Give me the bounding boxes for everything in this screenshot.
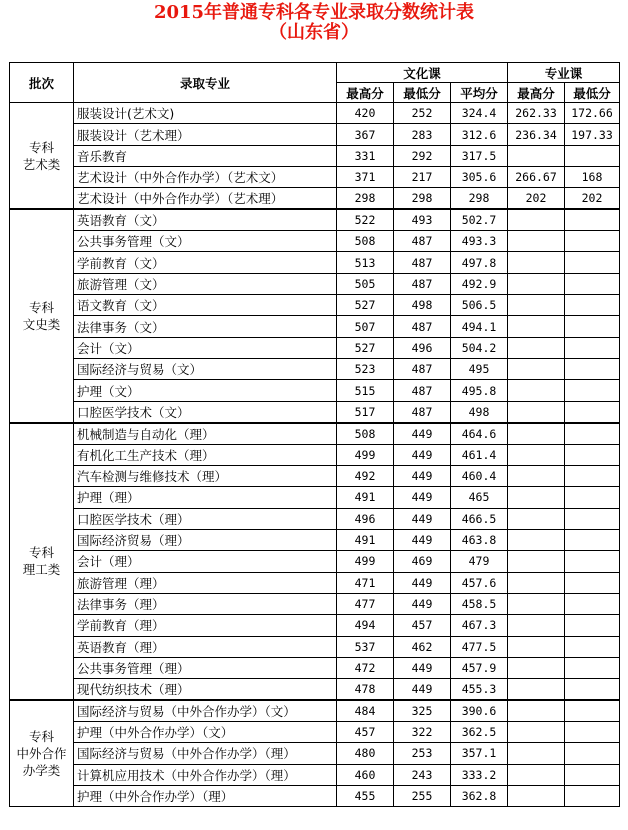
culture-max-cell: 371 (337, 167, 394, 188)
page-subtitle: （山东省） (269, 22, 359, 43)
major-cell: 汽车检测与维修技术（理） (74, 465, 337, 486)
major-cell: 现代纺织技术（理） (74, 679, 337, 700)
table-row (10, 743, 620, 764)
professional-max-cell (508, 615, 565, 636)
table-row (10, 231, 620, 252)
professional-max-cell (508, 679, 565, 700)
table-row (10, 188, 620, 209)
culture-max-cell: 331 (337, 145, 394, 166)
culture-avg-cell: 467.3 (451, 615, 508, 636)
major-cell: 国际经济与贸易（中外合作办学）（文） (74, 700, 337, 721)
score-table (9, 62, 620, 807)
culture-avg-cell: 305.6 (451, 167, 508, 188)
professional-max-cell (508, 593, 565, 614)
major-cell: 英语教育（理） (74, 636, 337, 657)
culture-max-cell: 471 (337, 572, 394, 593)
professional-min-cell (565, 444, 620, 465)
major-cell: 会计（理） (74, 551, 337, 572)
culture-avg-cell: 362.5 (451, 721, 508, 742)
table-row (10, 721, 620, 742)
table-row (10, 295, 620, 316)
table-row (10, 529, 620, 550)
professional-max-cell: 262.33 (508, 103, 565, 124)
table-row (10, 167, 620, 188)
table-row (10, 700, 620, 721)
professional-min-cell (565, 231, 620, 252)
batch-cell (10, 423, 74, 700)
culture-avg-cell: 463.8 (451, 529, 508, 550)
professional-max-cell (508, 252, 565, 273)
culture-min-cell: 253 (394, 743, 451, 764)
table-row (10, 209, 620, 230)
culture-min-cell: 487 (394, 231, 451, 252)
professional-min-cell (565, 487, 620, 508)
culture-max-cell: 523 (337, 359, 394, 380)
culture-avg-cell: 317.5 (451, 145, 508, 166)
culture-min-cell: 487 (394, 273, 451, 294)
professional-max-cell (508, 316, 565, 337)
table-row (10, 465, 620, 486)
culture-max-cell: 508 (337, 231, 394, 252)
table-row (10, 679, 620, 700)
major-cell: 国际经济贸易（理） (74, 529, 337, 550)
culture-max-cell: 484 (337, 700, 394, 721)
culture-avg-cell: 458.5 (451, 593, 508, 614)
batch-label: 专科 (28, 545, 54, 561)
culture-max-cell: 491 (337, 529, 394, 550)
header-professional: 专业课 (508, 63, 620, 83)
culture-avg-cell: 312.6 (451, 124, 508, 145)
professional-max-cell (508, 743, 565, 764)
major-cell: 口腔医学技术（理） (74, 508, 337, 529)
culture-min-cell: 449 (394, 679, 451, 700)
batch-label: 艺术类 (22, 156, 61, 172)
professional-max-cell (508, 487, 565, 508)
table-row (10, 380, 620, 401)
professional-min-cell (565, 551, 620, 572)
culture-avg-cell: 457.6 (451, 572, 508, 593)
culture-min-cell: 449 (394, 657, 451, 678)
culture-max-cell: 527 (337, 295, 394, 316)
culture-avg-cell: 455.3 (451, 679, 508, 700)
culture-max-cell: 420 (337, 103, 394, 124)
professional-min-cell: 172.66 (565, 103, 620, 124)
table-row (10, 316, 620, 337)
culture-avg-cell: 457.9 (451, 657, 508, 678)
professional-min-cell (565, 700, 620, 721)
professional-min-cell (565, 743, 620, 764)
culture-max-cell: 460 (337, 764, 394, 785)
culture-max-cell: 457 (337, 721, 394, 742)
culture-min-cell: 487 (394, 359, 451, 380)
culture-min-cell: 449 (394, 508, 451, 529)
professional-max-cell (508, 465, 565, 486)
culture-avg-cell: 498 (451, 401, 508, 422)
major-cell: 有机化工生产技术（理） (74, 444, 337, 465)
professional-min-cell (565, 252, 620, 273)
professional-min-cell (565, 786, 620, 807)
professional-min-cell (565, 273, 620, 294)
major-cell: 语文教育（文） (74, 295, 337, 316)
culture-avg-cell: 461.4 (451, 444, 508, 465)
professional-max-cell (508, 764, 565, 785)
professional-min-cell (565, 316, 620, 337)
professional-max-cell (508, 359, 565, 380)
batch-cell (10, 209, 74, 422)
header-major: 录取专业 (74, 63, 337, 103)
culture-max-cell: 455 (337, 786, 394, 807)
professional-max-cell (508, 636, 565, 657)
major-cell: 计算机应用技术（中外合作办学）（理） (74, 764, 337, 785)
professional-min-cell (565, 657, 620, 678)
table-row (10, 636, 620, 657)
culture-max-cell: 499 (337, 444, 394, 465)
major-cell: 艺术设计（中外合作办学）（艺术文） (74, 167, 337, 188)
table-row (10, 593, 620, 614)
culture-min-cell: 449 (394, 572, 451, 593)
professional-max-cell (508, 209, 565, 230)
major-cell: 护理（理） (74, 487, 337, 508)
batch-label: 理工类 (22, 562, 61, 578)
culture-min-cell: 498 (394, 295, 451, 316)
table-row (10, 487, 620, 508)
culture-avg-cell: 493.3 (451, 231, 508, 252)
professional-min-cell: 168 (565, 167, 620, 188)
professional-min-cell (565, 593, 620, 614)
professional-max-cell (508, 337, 565, 358)
professional-min-cell: 202 (565, 188, 620, 209)
culture-max-cell: 494 (337, 615, 394, 636)
table-row (10, 615, 620, 636)
culture-min-cell: 292 (394, 145, 451, 166)
culture-max-cell: 505 (337, 273, 394, 294)
table-row (10, 273, 620, 294)
culture-avg-cell: 494.1 (451, 316, 508, 337)
professional-min-cell (565, 529, 620, 550)
batch-cell (10, 700, 74, 807)
professional-max-cell: 236.34 (508, 124, 565, 145)
professional-min-cell (565, 508, 620, 529)
major-cell: 旅游管理（文） (74, 273, 337, 294)
major-cell: 公共事务管理（理） (74, 657, 337, 678)
culture-min-cell: 449 (394, 529, 451, 550)
professional-min-cell (565, 636, 620, 657)
header-culture: 文化课 (337, 63, 508, 83)
header-professional-min: 最低分 (565, 83, 620, 103)
table-row (10, 764, 620, 785)
culture-avg-cell: 466.5 (451, 508, 508, 529)
culture-avg-cell: 298 (451, 188, 508, 209)
culture-min-cell: 449 (394, 593, 451, 614)
header-culture-avg: 平均分 (451, 83, 508, 103)
professional-min-cell (565, 401, 620, 422)
culture-min-cell: 255 (394, 786, 451, 807)
culture-max-cell: 522 (337, 209, 394, 230)
culture-max-cell: 508 (337, 423, 394, 444)
culture-avg-cell: 506.5 (451, 295, 508, 316)
table-row (10, 657, 620, 678)
culture-avg-cell: 479 (451, 551, 508, 572)
table-row (10, 337, 620, 358)
major-cell: 音乐教育 (74, 145, 337, 166)
major-cell: 公共事务管理（文） (74, 231, 337, 252)
culture-min-cell: 457 (394, 615, 451, 636)
culture-min-cell: 462 (394, 636, 451, 657)
culture-max-cell: 480 (337, 743, 394, 764)
culture-max-cell: 298 (337, 188, 394, 209)
header-professional-max: 最高分 (508, 83, 565, 103)
batch-label: 文史类 (22, 316, 61, 332)
culture-avg-cell: 333.2 (451, 764, 508, 785)
table-row (10, 359, 620, 380)
culture-avg-cell: 357.1 (451, 743, 508, 764)
major-cell: 护理（文） (74, 380, 337, 401)
professional-min-cell (565, 764, 620, 785)
culture-min-cell: 449 (394, 444, 451, 465)
culture-max-cell: 367 (337, 124, 394, 145)
professional-min-cell (565, 465, 620, 486)
table-row (10, 124, 620, 145)
culture-avg-cell: 502.7 (451, 209, 508, 230)
culture-max-cell: 492 (337, 465, 394, 486)
culture-avg-cell: 390.6 (451, 700, 508, 721)
batch-label: 中外合作 (16, 746, 67, 762)
major-cell: 学前教育（文） (74, 252, 337, 273)
professional-max-cell (508, 786, 565, 807)
culture-min-cell: 487 (394, 316, 451, 337)
professional-max-cell: 266.67 (508, 167, 565, 188)
professional-max-cell (508, 231, 565, 252)
table-row (10, 423, 620, 444)
table-body (10, 103, 620, 807)
batch-cell (10, 103, 74, 210)
culture-min-cell: 217 (394, 167, 451, 188)
professional-max-cell (508, 273, 565, 294)
major-cell: 护理（中外合作办学）（文） (74, 721, 337, 742)
professional-max-cell (508, 401, 565, 422)
culture-min-cell: 283 (394, 124, 451, 145)
professional-max-cell (508, 508, 565, 529)
batch-label: 办学类 (22, 763, 61, 779)
culture-max-cell: 513 (337, 252, 394, 273)
culture-avg-cell: 497.8 (451, 252, 508, 273)
table-row (10, 444, 620, 465)
culture-min-cell: 487 (394, 380, 451, 401)
professional-min-cell (565, 209, 620, 230)
culture-max-cell: 496 (337, 508, 394, 529)
major-cell: 会计（文） (74, 337, 337, 358)
professional-min-cell (565, 359, 620, 380)
major-cell: 国际经济与贸易（文） (74, 359, 337, 380)
culture-avg-cell: 460.4 (451, 465, 508, 486)
culture-min-cell: 487 (394, 252, 451, 273)
professional-max-cell (508, 572, 565, 593)
professional-max-cell: 202 (508, 188, 565, 209)
culture-min-cell: 449 (394, 487, 451, 508)
professional-max-cell (508, 145, 565, 166)
table-row (10, 551, 620, 572)
major-cell: 服装设计(艺术文) (74, 103, 337, 124)
culture-max-cell: 491 (337, 487, 394, 508)
professional-min-cell (565, 721, 620, 742)
major-cell: 法律事务（理） (74, 593, 337, 614)
batch-label: 专科 (28, 729, 54, 745)
culture-max-cell: 517 (337, 401, 394, 422)
header-batch: 批次 (10, 63, 74, 103)
table-row (10, 145, 620, 166)
culture-min-cell: 243 (394, 764, 451, 785)
professional-min-cell (565, 295, 620, 316)
header-culture-min: 最低分 (394, 83, 451, 103)
culture-avg-cell: 504.2 (451, 337, 508, 358)
page-title: 2015年普通专科各专业录取分数统计表 (153, 2, 475, 23)
culture-min-cell: 322 (394, 721, 451, 742)
major-cell: 旅游管理（理） (74, 572, 337, 593)
professional-max-cell (508, 529, 565, 550)
culture-min-cell: 469 (394, 551, 451, 572)
table-row (10, 252, 620, 273)
professional-min-cell (565, 380, 620, 401)
culture-min-cell: 298 (394, 188, 451, 209)
major-cell: 口腔医学技术（文） (74, 401, 337, 422)
culture-min-cell: 493 (394, 209, 451, 230)
major-cell: 护理（中外合作办学）（理） (74, 786, 337, 807)
professional-min-cell (565, 572, 620, 593)
major-cell: 艺术设计（中外合作办学）（艺术理） (74, 188, 337, 209)
culture-min-cell: 325 (394, 700, 451, 721)
professional-max-cell (508, 423, 565, 444)
table-row (10, 508, 620, 529)
culture-max-cell: 527 (337, 337, 394, 358)
table-row (10, 786, 620, 807)
professional-max-cell (508, 380, 565, 401)
professional-max-cell (508, 295, 565, 316)
batch-label: 专科 (28, 299, 54, 315)
culture-max-cell: 507 (337, 316, 394, 337)
culture-max-cell: 515 (337, 380, 394, 401)
culture-max-cell: 477 (337, 593, 394, 614)
major-cell: 法律事务（文） (74, 316, 337, 337)
culture-min-cell: 449 (394, 465, 451, 486)
table-row (10, 103, 620, 124)
culture-avg-cell: 477.5 (451, 636, 508, 657)
professional-min-cell (565, 145, 620, 166)
professional-max-cell (508, 657, 565, 678)
professional-max-cell (508, 444, 565, 465)
culture-avg-cell: 492.9 (451, 273, 508, 294)
culture-avg-cell: 495 (451, 359, 508, 380)
culture-avg-cell: 324.4 (451, 103, 508, 124)
batch-label: 专科 (28, 139, 54, 155)
professional-min-cell: 197.33 (565, 124, 620, 145)
culture-avg-cell: 465 (451, 487, 508, 508)
culture-avg-cell: 362.8 (451, 786, 508, 807)
professional-max-cell (508, 700, 565, 721)
professional-min-cell (565, 337, 620, 358)
professional-max-cell (508, 551, 565, 572)
culture-avg-cell: 464.6 (451, 423, 508, 444)
professional-max-cell (508, 721, 565, 742)
culture-max-cell: 499 (337, 551, 394, 572)
professional-min-cell (565, 679, 620, 700)
major-cell: 机械制造与自动化（理） (74, 423, 337, 444)
culture-min-cell: 252 (394, 103, 451, 124)
professional-min-cell (565, 423, 620, 444)
table-row (10, 401, 620, 422)
culture-min-cell: 449 (394, 423, 451, 444)
culture-min-cell: 496 (394, 337, 451, 358)
culture-min-cell: 487 (394, 401, 451, 422)
culture-avg-cell: 495.8 (451, 380, 508, 401)
header-culture-max: 最高分 (337, 83, 394, 103)
major-cell: 国际经济与贸易（中外合作办学）（理） (74, 743, 337, 764)
table-header (10, 63, 620, 103)
culture-max-cell: 537 (337, 636, 394, 657)
professional-min-cell (565, 615, 620, 636)
major-cell: 服装设计（艺术理） (74, 124, 337, 145)
major-cell: 英语教育（文） (74, 209, 337, 230)
major-cell: 学前教育（理） (74, 615, 337, 636)
culture-max-cell: 478 (337, 679, 394, 700)
table-row (10, 572, 620, 593)
culture-max-cell: 472 (337, 657, 394, 678)
